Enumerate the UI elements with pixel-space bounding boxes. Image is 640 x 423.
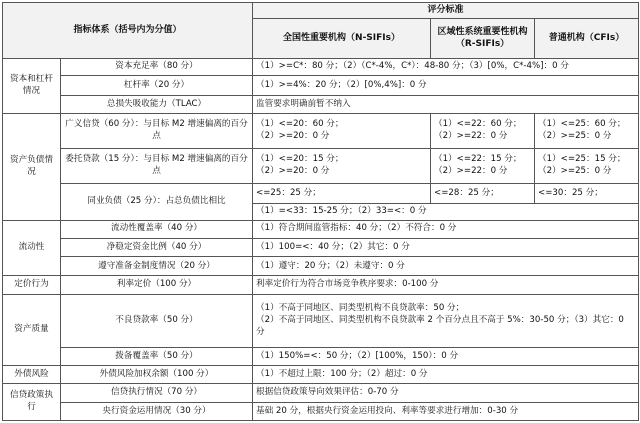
rule-interbank-nsifi: <=25：25 分；	[253, 184, 431, 204]
indicator-lcr: 流动性覆盖率（40 分）	[61, 220, 253, 238]
header-rsifi: 区域性系统重要性机构（R-SIFIs）	[431, 18, 535, 58]
rule-broad-credit-nsifi	[253, 113, 431, 148]
indicator-broad-credit: 广义信贷（60 分）：与目标 M2 增速偏离的百分点	[61, 113, 253, 148]
scoring-table	[2, 2, 639, 421]
rule-interbank-tail: （1）=<33：15-25 分；（2）33=<：0 分	[253, 204, 639, 221]
rule-line: （2）>=20：0 分	[256, 130, 330, 141]
rule-broad-credit-rsifi	[431, 113, 535, 148]
rule-line: （1）<=22：60 分；	[434, 119, 522, 130]
table-row	[3, 257, 639, 276]
rule-reserve: （1）遵守：20 分；（2）未遵守：0 分	[253, 257, 639, 276]
rule-lcr: （1）符合期间监管指标：40 分；（2）不符合：0 分	[253, 220, 639, 238]
category-capital: 资本和杠杆情况	[3, 58, 61, 113]
category-assets-liabilities: 资产负债情况	[3, 113, 61, 220]
rule-line: （1）<=20：15 分；	[256, 154, 344, 165]
header-row	[3, 3, 639, 19]
indicator-leverage: 杠杆率（20 分）	[61, 76, 253, 96]
header-indicator-system: 指标体系（括号内为分值）	[3, 3, 253, 59]
category-fx-risk: 外债风险	[3, 366, 61, 384]
rule-fx: （1）不超过上限：100 分；（2）超过：0 分	[253, 366, 639, 384]
table-row	[3, 113, 639, 148]
indicator-nsfr: 净稳定资金比例（40 分）	[61, 238, 253, 257]
table-row	[3, 76, 639, 96]
indicator-interbank: 同业负债（25 分）：占总负债比相比	[61, 184, 253, 221]
rule-interbank-rsifi: <=28：25 分；	[431, 184, 535, 204]
rule-entrusted-nsifi	[253, 148, 431, 184]
rule-line: （2）>=25：0 分	[538, 130, 612, 141]
indicator-reserve: 遵守准备金制度情况（20 分）	[61, 257, 253, 276]
rule-line: （2）>=25：0 分	[538, 165, 612, 176]
indicator-fx-debt: 外债风险加权余额（100 分）	[61, 366, 253, 384]
indicator-central-funds: 央行资金运用情况（30 分）	[61, 402, 253, 420]
rule-line: （1）<=25：60 分；	[538, 119, 626, 130]
rule-line: （1）<=22：15 分；	[434, 154, 522, 165]
header-scoring-standard: 评分标准	[253, 3, 639, 19]
table-row	[3, 58, 639, 76]
rule-line: （2）>=22：0 分	[434, 130, 508, 141]
category-pricing: 定价行为	[3, 276, 61, 295]
table-row	[3, 366, 639, 384]
rule-entrusted-cfi	[535, 148, 639, 184]
indicator-npl: 不良贷款率（50 分）	[61, 295, 253, 347]
category-liquidity: 流动性	[3, 220, 61, 275]
table-row	[3, 295, 639, 347]
rule-central-funds: 基础 20 分，根据央行资金运用投向、利率等要求进行增加：0-30 分	[253, 402, 639, 420]
indicator-provision: 拨备覆盖率（50 分）	[61, 347, 253, 366]
rule-tlac: 监管要求明确前暂不纳入	[253, 96, 639, 114]
rule-nsfr: （1）100=<：40 分；（2）其它：0 分	[253, 238, 639, 257]
table-row	[3, 148, 639, 184]
table-row	[3, 238, 639, 257]
table-row	[3, 402, 639, 420]
rule-provision: （1）150%=<：50 分；（2）[100%，150）：0 分	[253, 347, 639, 366]
header-cfi: 普通机构（CFIs）	[535, 18, 639, 58]
rule-entrusted-rsifi	[431, 148, 535, 184]
rule-npl	[253, 295, 639, 347]
rule-line: （1）<=20：60 分；	[256, 119, 344, 130]
table-row	[3, 276, 639, 295]
rule-line: （2）>=22：0 分	[434, 165, 508, 176]
rule-line: （1）<=25：15 分；	[538, 154, 626, 165]
rule-interbank-cfi: <=30：25 分；	[535, 184, 639, 204]
rule-line: （2）>=20：0 分	[256, 165, 330, 176]
indicator-car: 资本充足率（80 分）	[61, 58, 253, 76]
header-nsifi: 全国性重要机构（N-SIFIs）	[253, 18, 431, 58]
rule-credit-exec: 根据信贷政策导向效果评估：0-70 分	[253, 384, 639, 403]
indicator-entrusted-loans: 委托贷款（15 分）：与目标 M2 增速偏离的百分点	[61, 148, 253, 184]
rule-leverage: （1）>=4%：20 分；（2）[0%,4%]：0 分	[253, 76, 639, 96]
indicator-credit-exec: 信贷执行情况（70 分）	[61, 384, 253, 403]
rule-line: （2）不高于同地区、同类型机构不良贷款率 2 个百分点且不高于 5%：30-50 分；（3）其它：0 分	[256, 315, 624, 337]
rule-pricing: 利率定价行为符合市场竞争秩序要求：0-100 分	[253, 276, 639, 295]
indicator-tlac: 总损失吸收能力（TLAC）	[61, 96, 253, 114]
table-row	[3, 96, 639, 114]
table-row	[3, 384, 639, 403]
indicator-interest-pricing: 利率定价（100 分）	[61, 276, 253, 295]
rule-car: （1）>=C*：80 分；（2）（C*-4%，C*）：48-80 分；（3）[0%，C*-4%]：0 分	[253, 58, 639, 76]
category-asset-quality: 资产质量	[3, 295, 61, 366]
rule-broad-credit-cfi	[535, 113, 639, 148]
table-row	[3, 220, 639, 238]
category-credit-policy: 信贷政策执行	[3, 384, 61, 421]
table-row	[3, 347, 639, 366]
table-row	[3, 184, 639, 204]
rule-line: （1）不高于同地区、同类型机构不良贷款率：50 分；	[256, 303, 465, 314]
